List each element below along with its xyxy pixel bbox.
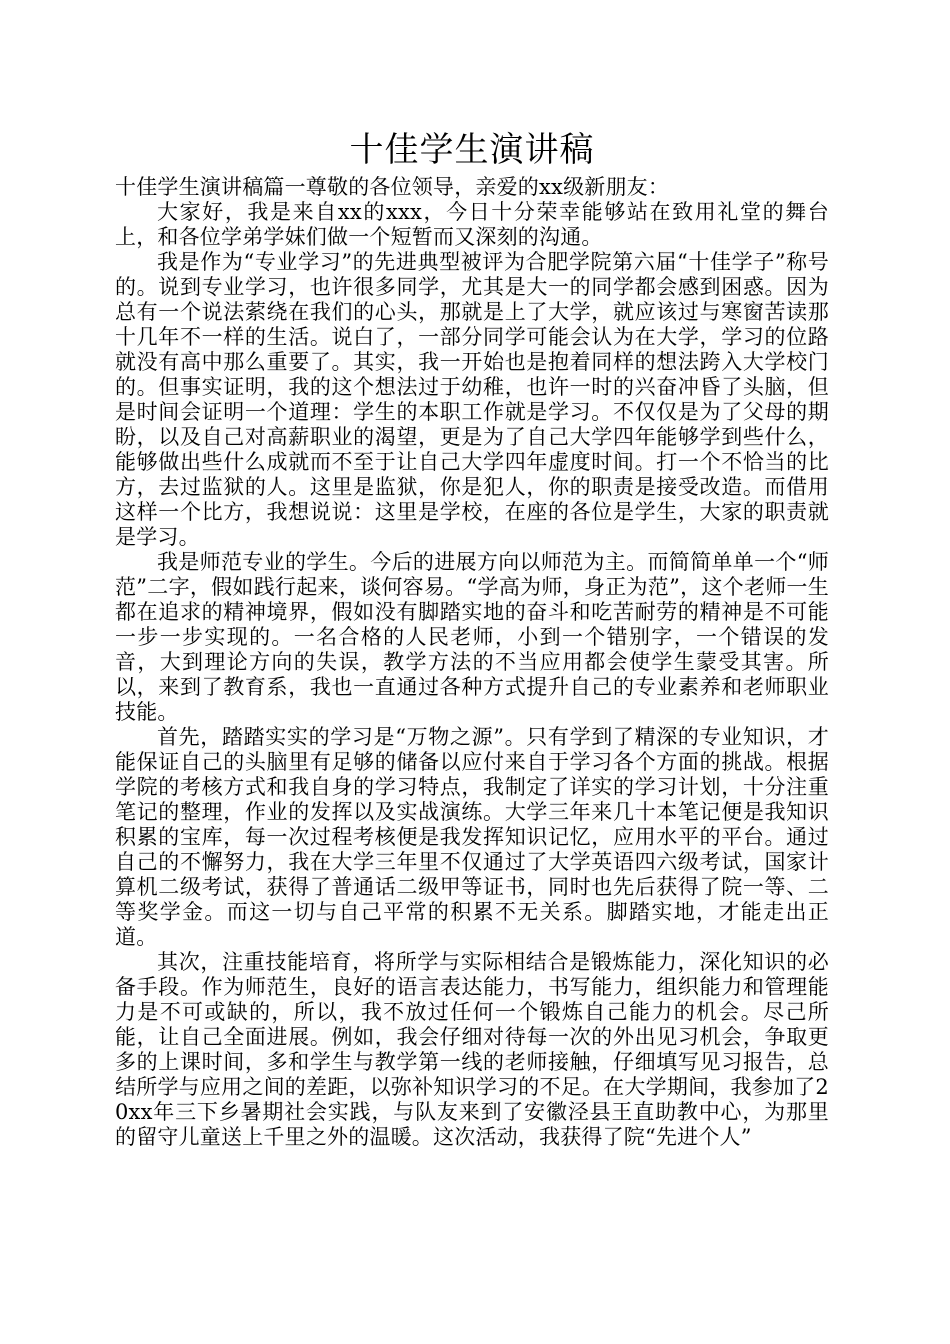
paragraph-greeting: 大家好，我是来自xx的xxx，今日十分荣幸能够站在致用礼堂的舞台上，和各位学弟学妹们做一个短暂而又深刻的沟通。 bbox=[115, 200, 829, 249]
paragraph-second-skills: 其次，注重技能培育，将所学与实际相结合是锻炼能力，深化知识的必备手段。作为师范生，良好的语言表达能力，书写能力，组织能力和管理能力是不可或缺的，所以，我不放过任何一个锻炼自己能力的机会。尽己所能，让自己全面进展。例如，我会仔细对待每一次的外出见习机会，争取更多的上课时间，多和学生与教学第一线的老师接触，仔细填写见习报告，总结所学与应用之间的差距，以弥补知识学习的不足。在大学期间，我参加了20xx年三下乡暑期社会实践，与队友来到了安徽泾县王直助教中心，为那里的留守儿童送上千里之外的温暖。这次活动，我获得了院“先进个人” bbox=[115, 950, 829, 1149]
document-page bbox=[115, 125, 829, 1150]
document-title: 十佳学生演讲稿 bbox=[349, 130, 595, 170]
paragraph-professional-study: 我是作为“专业学习”的先进典型被评为合肥学院第六届“十佳学子”称号的。说到专业学习，也许很多同学，尤其是大一的同学都会感到困惑。因为总有一个说法萦绕在我们的心头，那就是上了大学，就应该过与寒窗苦读那十几年不一样的生活。说白了，一部分同学可能会认为在大学，学习的位路就没有高中那么重要了。其实，我一开始也是抱着同样的想法跨入大学校门的。但事实证明，我的这个想法过于幼稚，也许一时的兴奋冲昏了头脑，但是时间会证明一个道理：学生的本职工作就是学习。不仅仅是为了父母的期盼，以及自己对高薪职业的渴望，更是为了自己大学四年能够学到些什么，能够做出些什么成就而不至于让自己大学四年虚度时间。打一个不恰当的比方，去过监狱的人。这里是监狱，你是犯人，你的职责是接受改造。而借用这样一个比方，我想说说：这里是学校，在座的各位是学生，大家的职责就是学习。 bbox=[115, 250, 829, 549]
paragraph-salutation: 十佳学生演讲稿篇一尊敬的各位领导，亲爱的xx级新朋友： bbox=[115, 175, 670, 199]
paragraph-teacher-education: 我是师范专业的学生。今后的进展方向以师范为主。而简简单单一个“师范”二字，假如践行起来，谈何容易。“学高为师，身正为范”，这个老师一生都在追求的精神境界，假如没有脚踏实地的奋斗和吃苦耐劳的精神是不可能一步一步实现的。一名合格的人民老师，小到一个错别字，一个错误的发音，大到理论方向的失误，教学方法的不当应用都会使学生蒙受其害。所以，来到了教育系，我也一直通过各种方式提升自己的专业素养和老师职业技能。 bbox=[115, 550, 829, 724]
paragraph-first-study: 首先，踏踏实实的学习是“万物之源”。只有学到了精深的专业知识，才能保证自己的头脑里有足够的储备以应付来自于学习各个方面的挑战。根据学院的考核方式和我自身的学习特点，我制定了详实的学习计划，十分注重笔记的整理，作业的发挥以及实战演练。大学三年来几十本笔记便是我知识积累的宝库，每一次过程考核便是我发挥知识记忆，应用水平的平台。通过自己的不懈努力，我在大学三年里不仅通过了大学英语四六级考试，国家计算机二级考试，获得了普通话二级甲等证书，同时也先后获得了院一等、二等奖学金。而这一切与自己平常的积累不无关系。脚踏实地，才能走出正道。 bbox=[115, 725, 829, 949]
